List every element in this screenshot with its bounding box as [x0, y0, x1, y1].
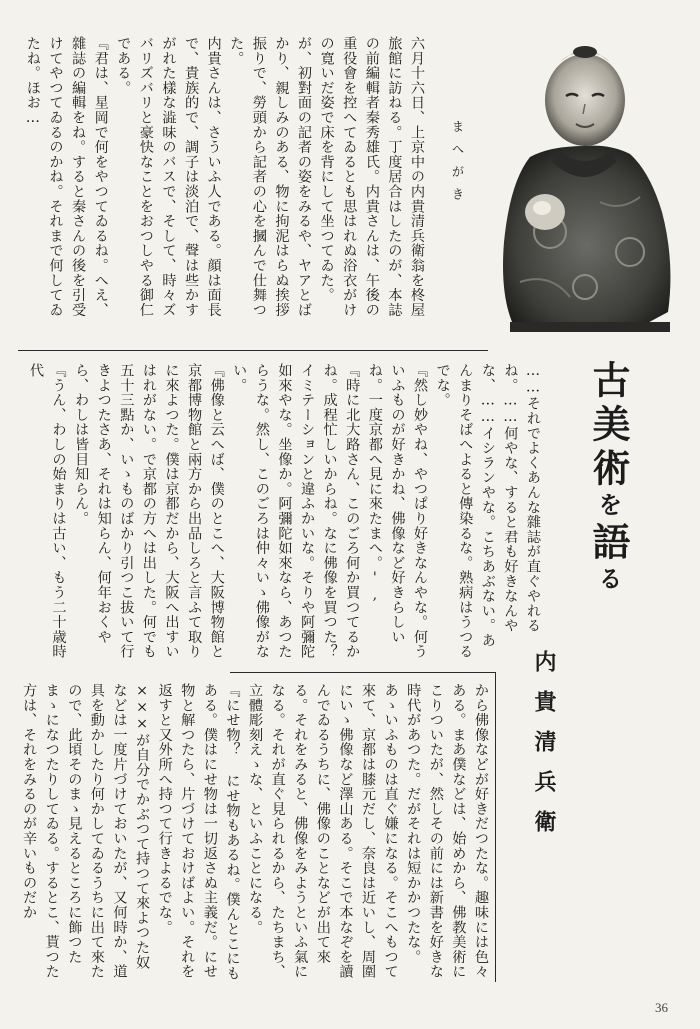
figurine-photo-icon — [490, 22, 680, 338]
author-name: 内貴清兵衛 — [531, 650, 557, 850]
interview-paragraph: 『然し妙やね、やつぱり好きなんやな。何ういふものが好きかね、佛像など好きらしいね。一度京都へ見に來たまへ。', — [366, 363, 429, 659]
preface-text — [18, 36, 428, 326]
title-particle: を — [594, 492, 623, 522]
preface-label: まへがき — [450, 120, 465, 210]
article-title — [578, 360, 638, 660]
interview-paragraph: 『時に北大路さん、このごろ何か買つてるかね。成程忙しいからね。なに佛像を買つた？イミテーションと違ふかいな。そりや阿彌陀如來やな。坐像か。阿彌陀如來なら、あつたらうな。然し、このごろは仲々いゝ佛像がない。 — [231, 363, 361, 659]
page-number: 36 — [655, 1000, 668, 1015]
figurine-photo — [490, 22, 680, 338]
preface-paragraph: 六月十六日、上京中の内貴清兵衛翁を柊屋旅館に訪ねる。丁度居合はしたのが、本誌の前編輯者秦秀雄氏。内貴さんは、午後の重役會を控へてゐるとも思はれぬ浴衣がけの寛いだ姿で床を背にして坐つてゐた。が、初對面の記者の姿をみるや、ヤアとばかり、親しみのある、物に拘泥はらぬ挨拶振りで、勞頭から記者の心を摑んで仕舞つた。 — [228, 36, 425, 318]
preface-paragraph: 内貴さんは、さういふ人である。顔は面長で、貴族的で、調子は淡泊で、聲は些かすがれた樣な澁味のバスで、そして、時々ズバリズバリと豪快なことをおつしやる御仁である。 — [115, 36, 222, 318]
interview-paragraph: 『佛像と云へば、僕のとこへ、大阪博物館と京都博物館と兩方から出品しろと言ふて取りに來よつた。僕は京都だから、大阪へ出すいはれがない。で京都の方へは出した。何でも五十三點か、いゝものばかり引つこ拔いて行きよつたさあ、それは知らん、何年おくやら、わしは皆目知らん。 — [73, 363, 225, 659]
divider-line — [230, 672, 495, 673]
interview-text-middle — [18, 363, 544, 661]
interview-paragraph: ……それでよくあんな雜誌が直ぐやれるね。……何やな、すると君も好きなんやな、……イシランやな。こちあぶない。あんまりそばへよると傳染るな。熟病はうつるでな。 — [434, 363, 541, 659]
interview-text-bottom — [21, 683, 492, 983]
interview-paragraph: から佛像などが好きだつたな。趣味には色々ある。まあ僕などは、始めから、佛教美術にこりついたが、然しその前には新書を好きな時代があつた。だがそれは短かかつたな。あゝいふものは直ぐ嫌になる。そこへもつて來て、京都は膝元だし、奈良は近いし、周圍にいゝ佛像など澤山ある。そこで本なぞを讀んでゐるうちに、佛像のことなどが出て來る。それをみると、佛像をみようといふ氣になる。それが直ぐ見られるから、たちまち、立體彫刻えゝな、といふことになる。 — [247, 683, 489, 979]
divider-line — [18, 350, 488, 351]
preface-paragraph: 『君は、星岡で何をやつてゐるね。へえ、雜誌の編輯をね。すると秦さんの後を引受けてやつてゐるのかね。それまで何してゐたね。ほお… — [24, 36, 109, 318]
title-part: 語 — [586, 522, 631, 566]
interview-paragraph: 『うん、わしの始まりは古い、もう二十歳時代 — [27, 363, 67, 659]
interview-paragraph: 『にせ物？ にせ物もあるね。僕んとこにもある。僕はにせ物は一切返さぬ主義だ。にせ物と解つたら、片づけておけばよい。それを返すと又外所へ持つて行きよるでな。×××が自分でかぶつて持つて來よつた奴などは一度片づけておいたが、又何時か、道具を動かしたり何かしてゐるうちに出て來たので、此頃そのまゝ見えるところに飾つたまゝになつたりしてゐる。するとこ、貰つた方は、それをみるのが辛いものだか — [21, 683, 241, 981]
divider-line — [495, 672, 496, 982]
title-particle: る — [594, 566, 623, 596]
title-part: 古美術 — [586, 360, 631, 492]
